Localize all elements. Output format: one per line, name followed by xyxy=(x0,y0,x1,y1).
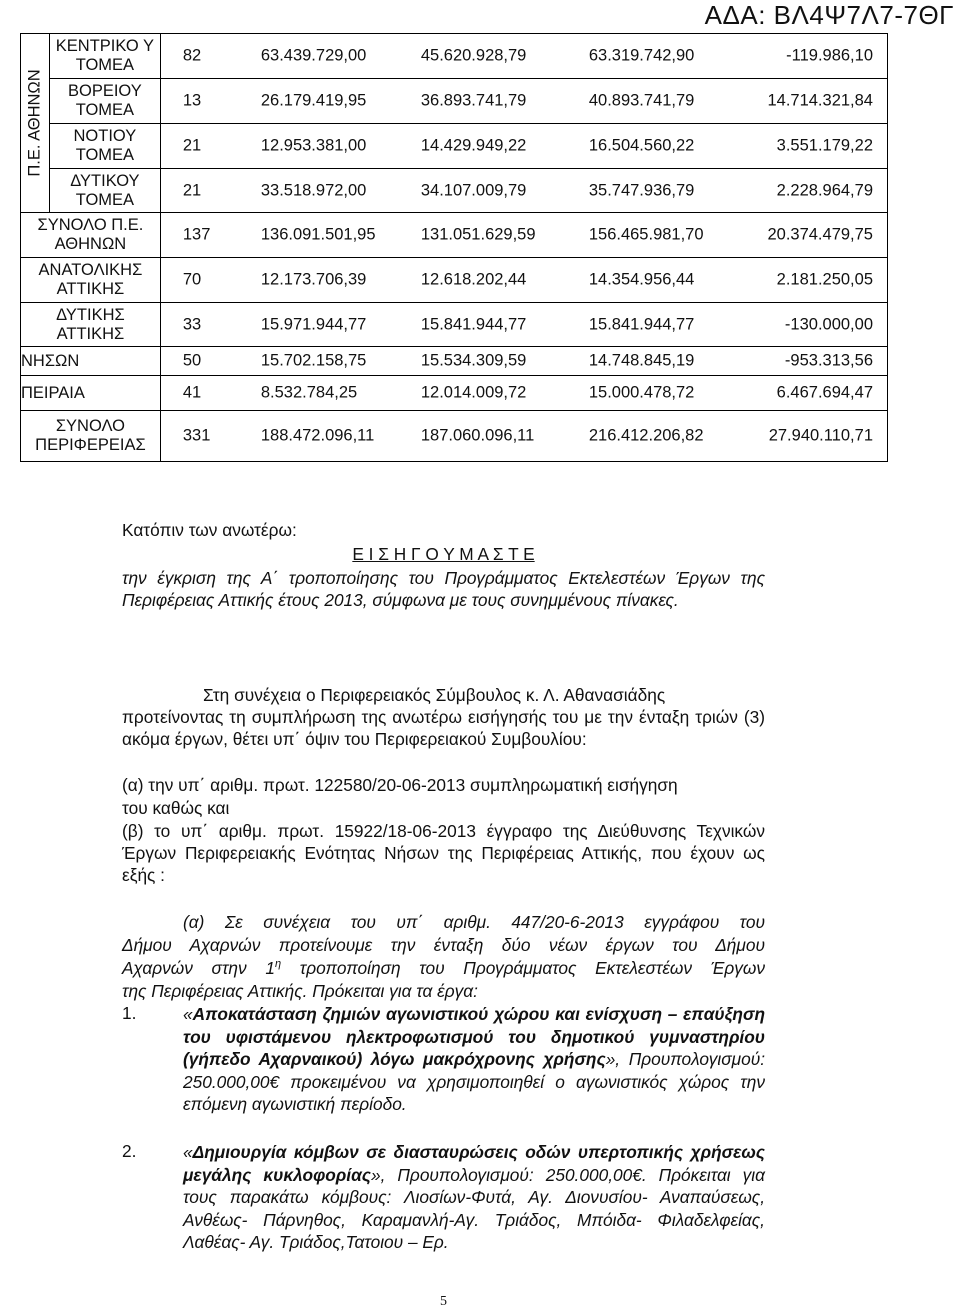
row-values xyxy=(160,213,887,258)
cell-value: 12.014.009,72 xyxy=(420,383,527,402)
cell-count: 21 xyxy=(182,136,202,155)
cell-count: 70 xyxy=(182,270,202,289)
row-values xyxy=(160,79,887,124)
intro-text: Κατόπιν των ανωτέρω: xyxy=(122,520,297,540)
row-name: ΔΥΤΙΚΟΥ ΤΟΜΕΑ xyxy=(49,169,160,213)
proposal-text: την έγκριση της Α΄ τροποποίησης του Προγράμματος Εκτελεστέων Έργων της Περιφέρειας Αττικής έτους 2013, σύμφωνα με τους συνημμένους πίνακες. xyxy=(122,568,765,610)
table-row xyxy=(21,79,888,124)
cell-value: 15.841.944,77 xyxy=(588,315,695,333)
continuation-text: προτείνοντας τη συμπλήρωση της ανωτέρω εισήγησής του με την ένταξη τριών (3) ακόμα έργων, θέτει υπ΄ όψιν του Περιφερειακού Συμβουλίου: xyxy=(122,707,765,749)
reference-b: (β) το υπ΄ αριθμ. πρωτ. 15922/18-06-2013 έγγραφο της Διεύθυνσης Τεχνικών Έργων Περιφερειακής Ενότητας Νήσων της Περιφέρειας Αττικής, που έχουν ως εξής : xyxy=(122,821,765,885)
cell-value: 35.747.936,79 xyxy=(588,181,695,199)
cell-count: 50 xyxy=(182,351,202,370)
side-label: Π.Ε. ΑΘΗΝΩΝ xyxy=(25,69,44,177)
sub-a-line1: (α) Σε συνέχεια του υπ΄ αριθμ. 447/20-6-2013 εγγράφου του xyxy=(183,912,765,932)
cell-count: 82 xyxy=(182,46,202,65)
cell-value: 12.953.381,00 xyxy=(260,136,367,155)
cell-value: 15.971.944,77 xyxy=(260,315,367,333)
table-row xyxy=(21,347,888,376)
table-row xyxy=(21,169,888,213)
cell-value: 12.618.202,44 xyxy=(420,270,527,289)
page-number: 5 xyxy=(440,1294,447,1309)
cell-value: 131.051.629,59 xyxy=(420,225,536,244)
row-name: ΣΥΝΟΛΟ ΠΕΡΙΦΕΡΕΙΑΣ xyxy=(21,411,161,462)
cell-diff: -953.313,56 xyxy=(784,351,873,370)
row-values xyxy=(160,411,887,462)
quote-open: « xyxy=(183,1142,193,1162)
cell-diff: -130.000,00 xyxy=(784,315,873,333)
cell-diff: 3.551.179,22 xyxy=(776,136,873,155)
cell-count: 13 xyxy=(182,91,202,110)
cell-value: 12.173.706,39 xyxy=(260,270,367,289)
row-name: ΠΕΙΡΑΙΑ xyxy=(21,376,161,411)
row-name: ΝΟΤΙΟΥ ΤΟΜΕΑ xyxy=(49,124,160,169)
sub-a-line2: Δήμου Αχαρνών προτείνουμε την ένταξη δύο νέων έργων του Δήμου xyxy=(122,935,765,955)
cell-value: 33.518.972,00 xyxy=(260,181,367,199)
project-item-2-title: Δημιουργία κόμβων σε διασταυρώσεις οδών υπερτοπικής χρήσεως μεγάλης κυκλοφορίας xyxy=(183,1142,765,1185)
cell-value: 14.429.949,22 xyxy=(420,136,527,155)
sub-a-line3-part1: Αχαρνών στην 1 xyxy=(122,958,275,978)
cell-count: 137 xyxy=(182,225,211,244)
row-name: ΣΥΝΟΛΟ Π.Ε. ΑΘΗΝΩΝ xyxy=(21,213,161,258)
item-number: 2. xyxy=(122,1141,137,1161)
cell-count: 41 xyxy=(182,383,202,402)
cell-count: 21 xyxy=(182,181,202,199)
row-values xyxy=(160,169,887,213)
row-values xyxy=(160,376,887,411)
cell-diff: 6.467.694,47 xyxy=(776,383,873,402)
cell-diff: 2.181.250,05 xyxy=(776,270,873,289)
cell-value: 40.893.741,79 xyxy=(588,91,695,110)
cell-value: 8.532.784,25 xyxy=(260,383,358,402)
row-name: ΔΥΤΙΚΗΣ ΑΤΤΙΚΗΣ xyxy=(21,303,161,347)
cell-value: 156.465.981,70 xyxy=(588,225,704,244)
side-label-cell xyxy=(21,34,50,213)
row-name: ΝΗΣΩΝ xyxy=(21,347,161,376)
cell-value: 36.893.741,79 xyxy=(420,91,527,110)
reference-a-line2: του καθώς και xyxy=(122,798,230,818)
item-number: 1. xyxy=(122,1003,137,1023)
table-row xyxy=(21,258,888,303)
project-item-1 xyxy=(183,1003,765,1116)
cell-diff: 27.940.110,71 xyxy=(768,426,873,445)
continuation-lead: Στη συνέχεια ο Περιφερειακός Σύμβουλος κ. Λ. Αθανασιάδης xyxy=(203,685,666,705)
sub-a-line3 xyxy=(122,957,765,979)
row-name: ΚΕΝΤΡΙΚΟ Υ ΤΟΜΕΑ xyxy=(49,34,160,79)
cell-value: 45.620.928,79 xyxy=(420,46,527,65)
project-item-1-details: », Προυπολογισμού: 250.000,00€ προκειμένου να χρησιμοποιηθεί ο αγωνιστικός χώρος την επόμενη αγωνιστική περίοδο. xyxy=(183,1049,766,1115)
cell-value: 14.748.845,19 xyxy=(588,351,695,370)
cell-value: 63.319.742,90 xyxy=(588,46,695,65)
sub-a-line4: της Περιφέρειας Αττικής. Πρόκειται για τα έργα: xyxy=(122,981,478,1001)
project-item-2 xyxy=(183,1141,765,1254)
proposal-title: Ε Ι Σ Η Γ Ο Υ Μ Α Σ Τ Ε xyxy=(352,544,535,564)
cell-value: 187.060.096,11 xyxy=(420,426,535,445)
cell-value: 15.702.158,75 xyxy=(260,351,367,370)
cell-diff: 20.374.479,75 xyxy=(767,225,873,244)
sub-a-line3-sup: η xyxy=(274,958,282,971)
project-item-1-title: Αποκατάσταση ζημιών αγωνιστικού χώρου και ενίσχυση – επαύξηση του υφιστάμενου ηλεκτροφωτισμού του δημοτικού γυμναστηρίου (γήπεδο Αχαρναικού) λόγω μακρόχρονης χρήσης xyxy=(183,1004,765,1070)
cell-diff: 2.228.964,79 xyxy=(776,181,873,199)
row-name: ΒΟΡΕΙΟΥ ΤΟΜΕΑ xyxy=(49,79,160,124)
cell-value: 136.091.501,95 xyxy=(260,225,376,244)
row-values xyxy=(160,124,887,169)
table-row xyxy=(21,411,888,462)
project-item-2-details: », Προυπολογισμού: 250.000,00€. Πρόκειται για τους παρακάτω κόμβους: Λιοσίων-Φυτά, Αγ. Διονυσίου- Αναπαύσεως, Ανθέως- Πάρνηθος, Καραμανλή-Αγ. Τριάδος, Μπόιδα- Φιλαδελφείας, Λαθέας- Αγ. Τριάδος,Τατοιου – Ερ. xyxy=(183,1164,765,1253)
cell-diff: -119.986,10 xyxy=(786,46,873,65)
cell-value: 34.107.009,79 xyxy=(420,181,527,199)
budget-table xyxy=(20,33,888,462)
row-values xyxy=(160,303,887,347)
reference-a-line1: (α) την υπ΄ αριθμ. πρωτ. 122580/20-06-2013 συμπληρωματική εισήγηση xyxy=(122,775,678,795)
cell-value: 14.354.956,44 xyxy=(588,270,695,289)
row-name: ΑΝΑΤΟΛΙΚΗΣ ΑΤΤΙΚΗΣ xyxy=(21,258,161,303)
cell-value: 16.504.560,22 xyxy=(588,136,695,155)
cell-count: 33 xyxy=(182,315,202,333)
row-values xyxy=(160,34,887,79)
ada-code: ΑΔΑ: ΒΛ4Ψ7Λ7-7ΘΓ xyxy=(704,0,954,30)
cell-count: 331 xyxy=(182,426,211,445)
cell-value: 188.472.096,11 xyxy=(260,426,375,445)
cell-value: 26.179.419,95 xyxy=(260,91,367,110)
quote-open: « xyxy=(183,1004,193,1024)
table-row xyxy=(21,213,888,258)
cell-value: 15.534.309,59 xyxy=(420,351,527,370)
row-values xyxy=(160,347,887,376)
cell-value: 15.000.478,72 xyxy=(588,383,695,402)
table-row xyxy=(21,34,888,79)
table-row xyxy=(21,124,888,169)
cell-value: 63.439.729,00 xyxy=(260,46,367,65)
table-row xyxy=(21,376,888,411)
cell-diff: 14.714.321,84 xyxy=(767,91,873,110)
table-row xyxy=(21,303,888,347)
cell-value: 15.841.944,77 xyxy=(420,315,527,333)
cell-value: 216.412.206,82 xyxy=(588,426,704,445)
row-values xyxy=(160,258,887,303)
sub-a-line3-part2: τροποποίηση του Προγράμματος Εκτελεστέων Έργων xyxy=(281,958,765,978)
